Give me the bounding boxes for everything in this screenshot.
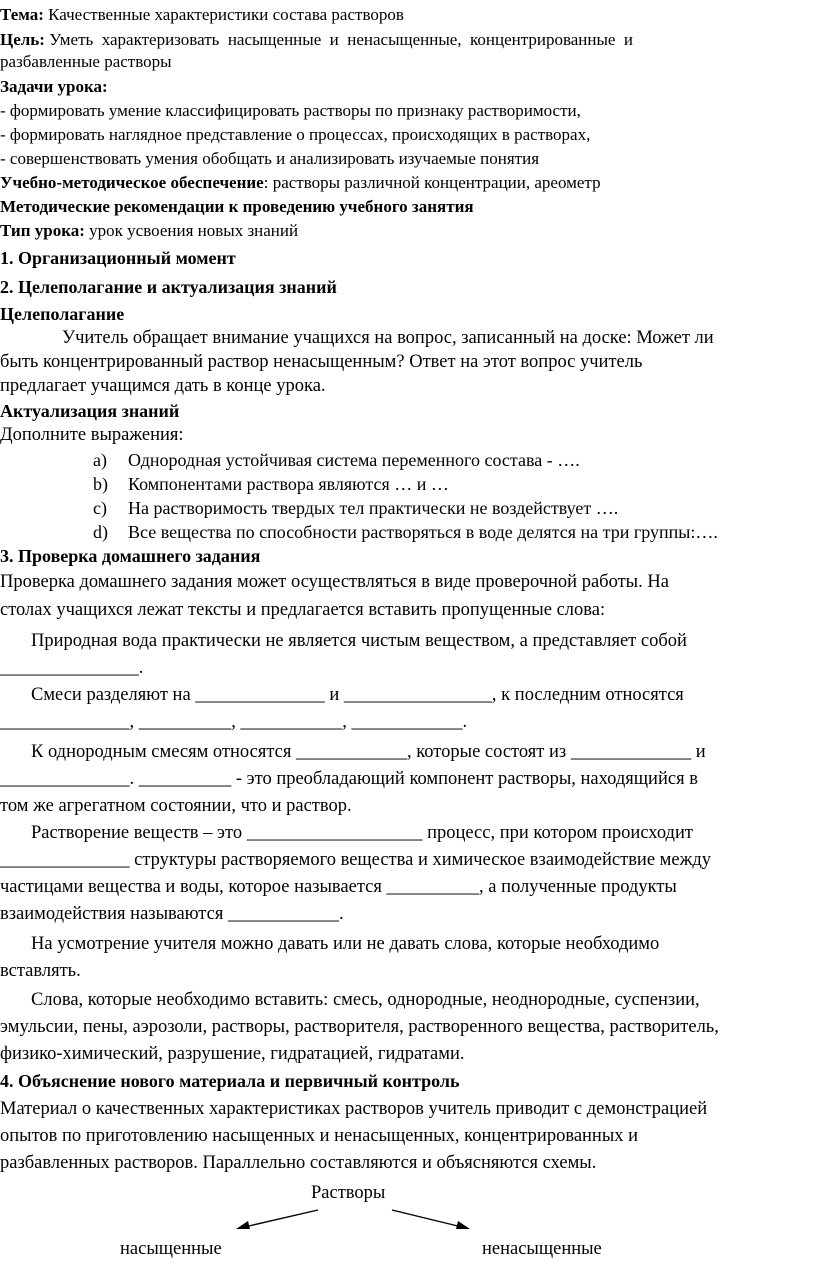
- paragraph-line: взаимодействия называются ____________.: [0, 904, 344, 924]
- task-item: - формировать умение классифицировать растворы по признаку растворимости,: [0, 101, 581, 120]
- list-marker: d): [93, 522, 108, 542]
- paragraph-line: частицами вещества и воды, которое называется __________, а полученные продукты: [0, 877, 677, 897]
- paragraph-line: ______________ структуры растворяемого вещества и химическое взаимодействие между: [0, 850, 712, 870]
- task-item: - формировать наглядное представление о процессах, происходящих в растворах,: [0, 125, 591, 144]
- actualization-title: Актуализация знаний: [0, 401, 180, 421]
- scheme-arrow-left: [240, 1210, 318, 1228]
- section-4-text: опытов по приготовлению насыщенных и ненасыщенных, концентрированных и: [0, 1126, 639, 1146]
- paragraph-line: ______________, __________, ___________, ____________.: [0, 712, 468, 732]
- section-3-title: 3. Проверка домашнего задания: [0, 546, 261, 566]
- section-4-text: разбавленных растворов. Параллельно составляются и объясняются схемы.: [0, 1153, 597, 1173]
- scheme-root: Растворы: [311, 1183, 386, 1203]
- lesson-type-label: Тип урока:: [0, 221, 85, 240]
- paragraph-line: На усмотрение учителя можно давать или не давать слова, которые необходимо: [31, 934, 660, 954]
- scheme-arrow-right: [392, 1210, 466, 1228]
- paragraph-line: физико-химический, разрушение, гидратацией, гидратами.: [0, 1044, 465, 1064]
- lesson-type-text: урок усвоения новых знаний: [84, 221, 299, 240]
- section-1-title: 1. Организационный момент: [0, 248, 236, 268]
- list-item: Все вещества по способности растворяться в воде делятся на три группы:….: [128, 522, 718, 542]
- section-3-intro: Проверка домашнего задания может осуществляться в виде проверочной работы. На: [0, 572, 669, 592]
- scheme-left: насыщенные: [120, 1239, 222, 1259]
- scheme-arrowhead-right: [456, 1221, 470, 1229]
- scheme-right: ненасыщенные: [482, 1239, 602, 1259]
- section-3-intro: столах учащихся лежат тексты и предлагается вставить пропущенные слова:: [0, 600, 606, 620]
- goal-label: Цель:: [0, 30, 45, 49]
- topic-label: Тема:: [0, 5, 44, 24]
- paragraph-line: ______________. __________ - это преобладающий компонент растворы, находящийся в: [0, 769, 698, 789]
- section-4-text: Материал о качественных характеристиках растворов учитель приводит с демонстрацией: [0, 1099, 708, 1119]
- topic-text: Качественные характеристики состава растворов: [48, 5, 404, 24]
- list-marker: b): [93, 474, 108, 494]
- support-label: Учебно-методическое обеспечение: [0, 173, 264, 192]
- section-4-title: 4. Объяснение нового материала и первичный контроль: [0, 1071, 460, 1091]
- list-item: Компонентами раствора являются … и …: [128, 474, 449, 494]
- task-item: - совершенствовать умения обобщать и анализировать изучаемые понятия: [0, 149, 540, 168]
- list-marker: c): [93, 498, 107, 518]
- paragraph-line: Слова, которые необходимо вставить: смесь, однородные, неоднородные, суспензии,: [31, 990, 700, 1010]
- goal-line-2: разбавленные растворы: [0, 52, 172, 71]
- paragraph-line: эмульсии, пены, аэрозоли, растворы, растворителя, растворенного вещества, растворитель,: [0, 1017, 719, 1037]
- complete-prompt: Дополните выражения:: [0, 425, 184, 445]
- goal-text-1: Уметь характеризовать насыщенные и ненасыщенные, концентрированные и: [49, 30, 634, 49]
- goal-setting-text: предлагает учащимся дать в конце урока.: [0, 376, 326, 396]
- method-label: Методические рекомендации к проведению учебного занятия: [0, 197, 474, 216]
- paragraph-line: К однородным смесям относятся ____________, которые состоят из _____________ и: [31, 742, 706, 762]
- list-item: Однородная устойчивая система переменного состава - ….: [128, 450, 580, 470]
- goal-setting-text: быть концентрированный раствор ненасыщенным? Ответ на этот вопрос учитель: [0, 352, 643, 372]
- section-2-title: 2. Целеполагание и актуализация знаний: [0, 277, 337, 297]
- list-item: На растворимость твердых тел практически не воздействует ….: [128, 498, 619, 518]
- paragraph-line: Смеси разделяют на ______________ и ________________, к последним относятся: [31, 685, 684, 705]
- paragraph-line: Природная вода практически не является чистым веществом, а представляет собой: [31, 631, 687, 651]
- goal-setting-text: Учитель обращает внимание учащихся на вопрос, записанный на доске: Может ли: [62, 328, 714, 348]
- paragraph-line: _______________.: [0, 658, 144, 678]
- tasks-label: Задачи урока:: [0, 77, 108, 96]
- paragraph-line: том же агрегатном состоянии, что и раствор.: [0, 796, 352, 816]
- goal-setting-title: Целеполагание: [0, 304, 125, 324]
- scheme-arrowhead-left: [236, 1221, 250, 1229]
- list-marker: a): [93, 450, 107, 470]
- paragraph-line: вставлять.: [0, 961, 81, 981]
- support-text: : растворы различной концентрации, ареометр: [263, 173, 601, 192]
- paragraph-line: Растворение веществ – это ___________________ процесс, при котором происходит: [31, 823, 693, 843]
